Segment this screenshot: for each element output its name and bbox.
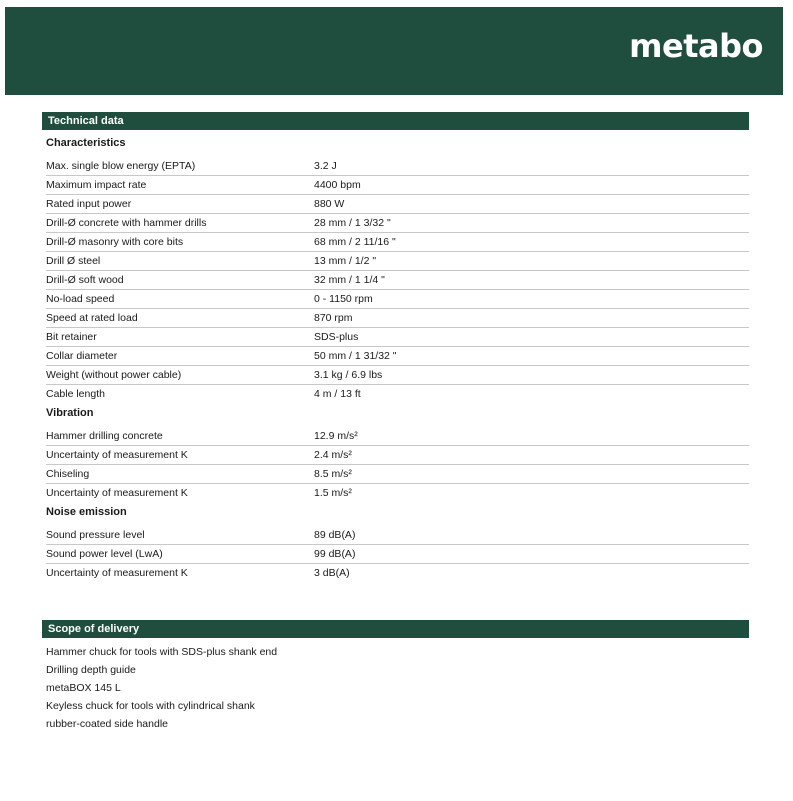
list-item: metaBOX 145 L [46,682,121,694]
row-value: 68 mm / 2 11/16 " [314,236,396,248]
row-value: 8.5 m/s² [314,468,352,480]
list-item: rubber-coated side handle [46,718,169,730]
table-row [46,465,749,484]
list-item: Drilling depth guide [46,664,136,676]
table-row [46,385,749,404]
table-row [46,526,749,545]
table-row [46,157,749,176]
row-value: 4400 bpm [314,179,361,191]
noise-emission-group [46,503,749,583]
row-label: Uncertainty of measurement K [46,567,188,579]
table-row [46,427,749,446]
characteristics-group [46,134,749,404]
technical-data-content [46,134,749,583]
brand-logo: metabo [629,27,763,65]
row-value: 1.5 m/s² [314,487,352,499]
row-label: Drill-Ø soft wood [46,274,124,286]
table-row [46,290,749,309]
row-value: 3 dB(A) [314,567,350,579]
list-item: Keyless chuck for tools with cylindrical shank [46,700,255,712]
row-label: Drill-Ø concrete with hammer drills [46,217,207,229]
row-label: Sound power level (LwA) [46,548,163,560]
table-row [46,484,749,503]
row-label: Uncertainty of measurement K [46,449,188,461]
table-row [46,446,749,465]
row-label: Maximum impact rate [46,179,147,191]
scope-of-delivery-heading: Scope of delivery [42,620,749,638]
row-value: 99 dB(A) [314,548,356,560]
row-label: Speed at rated load [46,312,138,324]
row-value: 13 mm / 1/2 " [314,255,377,267]
row-value: 870 rpm [314,312,353,324]
table-row [46,271,749,290]
row-label: Bit retainer [46,331,97,343]
table-row [46,347,749,366]
row-label: No-load speed [46,293,115,305]
row-value: 12.9 m/s² [314,430,358,442]
header-banner [5,7,783,95]
row-label: Drill-Ø masonry with core bits [46,236,184,248]
table-row [46,309,749,328]
row-label: Drill Ø steel [46,255,101,267]
row-value: 880 W [314,198,345,210]
table-row [46,176,749,195]
row-value: 0 - 1150 rpm [314,293,373,305]
row-label: Cable length [46,388,105,400]
row-value: 32 mm / 1 1/4 " [314,274,385,286]
group-title: Vibration [46,407,94,419]
row-label: Collar diameter [46,350,118,362]
group-title: Characteristics [46,137,126,149]
row-value: SDS-plus [314,331,359,343]
table-row [46,252,749,271]
row-value: 28 mm / 1 3/32 " [314,217,391,229]
row-label: Hammer drilling concrete [46,430,163,442]
row-label: Chiseling [46,468,90,480]
row-value: 50 mm / 1 31/32 " [314,350,397,362]
table-row [46,564,749,583]
vibration-group [46,404,749,503]
row-label: Uncertainty of measurement K [46,487,188,499]
technical-data-heading: Technical data [42,112,749,130]
row-value: 89 dB(A) [314,529,356,541]
table-row [46,545,749,564]
table-row [46,233,749,252]
table-row [46,195,749,214]
scope-of-delivery-list [46,643,746,733]
row-label: Weight (without power cable) [46,369,182,381]
list-item: Hammer chuck for tools with SDS-plus shank end [46,646,278,658]
table-row [46,366,749,385]
table-row [46,214,749,233]
group-title: Noise emission [46,506,127,518]
row-label: Rated input power [46,198,132,210]
row-label: Sound pressure level [46,529,145,541]
row-label: Max. single blow energy (EPTA) [46,160,196,172]
row-value: 4 m / 13 ft [314,388,361,400]
row-value: 2.4 m/s² [314,449,352,461]
row-value: 3.2 J [314,160,337,172]
row-value: 3.1 kg / 6.9 lbs [314,369,383,381]
table-row [46,328,749,347]
